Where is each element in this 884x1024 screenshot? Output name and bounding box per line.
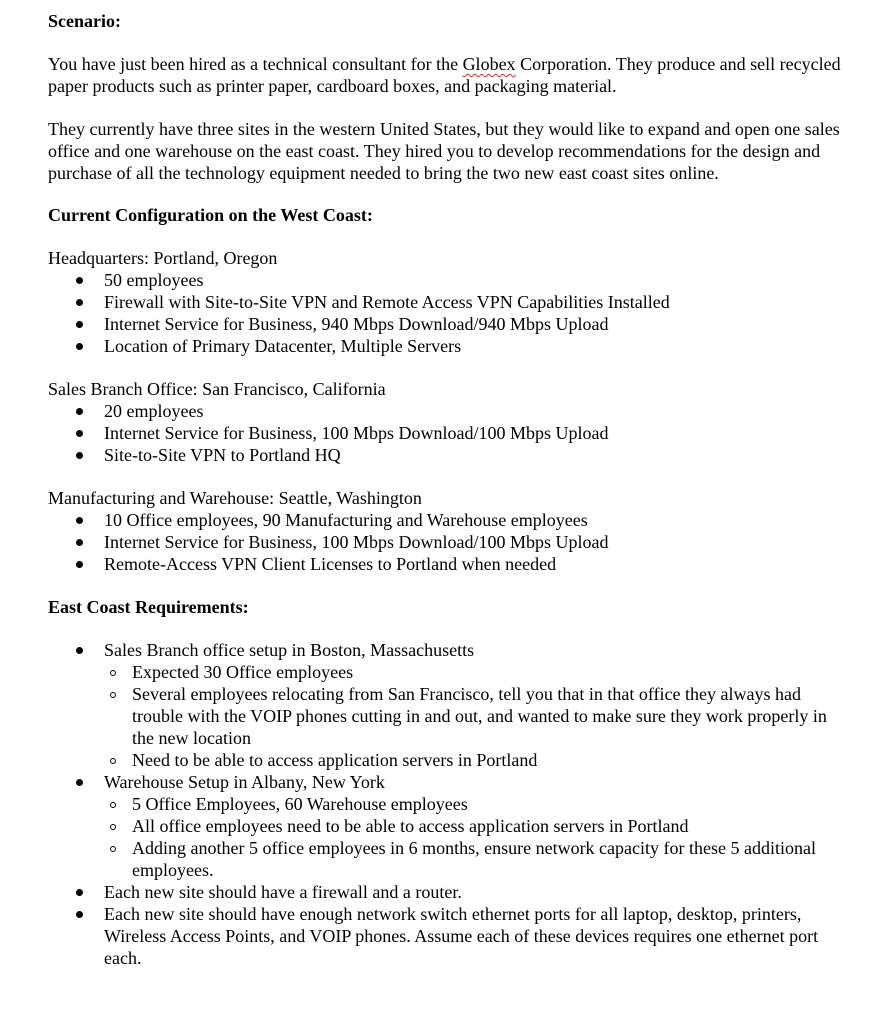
list-item: Internet Service for Business, 940 Mbps Download/940 Mbps Upload	[48, 313, 844, 335]
list-item: Internet Service for Business, 100 Mbps Download/100 Mbps Upload	[48, 531, 844, 553]
sub-list-boston	[104, 661, 844, 771]
list-item: Each new site should have a firewall and a router.	[48, 881, 844, 903]
site-list-portland	[48, 269, 844, 357]
list-item: Internet Service for Business, 100 Mbps Download/100 Mbps Upload	[48, 422, 844, 444]
scenario-heading: Scenario:	[48, 11, 121, 31]
sub-list-item: Expected 30 Office employees	[104, 661, 844, 683]
spellcheck-word[interactable]: Globex	[462, 54, 516, 74]
site-title-portland: Headquarters: Portland, Oregon	[48, 248, 278, 268]
scenario-paragraph-2: They currently have three sites in the western United States, but they would like to expand and open one sales office and one warehouse on the east coast. They hired you to develop recommendations for the design and purchase of all the technology equipment needed to bring the two new east coast sites online.	[48, 119, 840, 183]
site-list-seattle	[48, 509, 844, 575]
sub-list-item: Need to be able to access application servers in Portland	[104, 749, 844, 771]
list-item	[48, 771, 844, 881]
list-item: Each new site should have enough network switch ethernet ports for all laptop, desktop, printers, Wireless Access Points, and VOIP phones. Assume each of these devices requires one ethernet port each.	[48, 903, 844, 969]
list-item: Site-to-Site VPN to Portland HQ	[48, 444, 844, 466]
list-item: Location of Primary Datacenter, Multiple Servers	[48, 335, 844, 357]
current-config-heading: Current Configuration on the West Coast:	[48, 205, 373, 225]
sub-list-item: All office employees need to be able to access application servers in Portland	[104, 815, 844, 837]
requirement-albany: Warehouse Setup in Albany, New York	[104, 772, 385, 792]
list-item: 50 employees	[48, 269, 844, 291]
scenario-p1-after: Corporation. They produce and sell recycled paper products such as printer paper, cardboard boxes, and packaging material.	[48, 54, 841, 96]
site-title-san-francisco: Sales Branch Office: San Francisco, California	[48, 379, 386, 399]
site-list-san-francisco	[48, 400, 844, 466]
requirement-boston: Sales Branch office setup in Boston, Massachusetts	[104, 640, 475, 660]
sub-list-item: Adding another 5 office employees in 6 months, ensure network capacity for these 5 additional employees.	[104, 837, 844, 881]
scenario-p1-before: You have just been hired as a technical consultant for the	[48, 54, 463, 74]
sub-list-item: Several employees relocating from San Francisco, tell you that in that office they always had trouble with the VOIP phones cutting in and out, and wanted to make sure they work properly in the new location	[104, 683, 844, 749]
list-item: Firewall with Site-to-Site VPN and Remote Access VPN Capabilities Installed	[48, 291, 844, 313]
sub-list-item: 5 Office Employees, 60 Warehouse employees	[104, 793, 844, 815]
list-item: 10 Office employees, 90 Manufacturing and Warehouse employees	[48, 509, 844, 531]
sub-list-albany	[104, 793, 844, 881]
scenario-paragraph-1	[48, 53, 844, 97]
list-item: Remote-Access VPN Client Licenses to Portland when needed	[48, 553, 844, 575]
list-item: 20 employees	[48, 400, 844, 422]
list-item	[48, 639, 844, 771]
east-requirements-list	[48, 639, 844, 969]
site-title-seattle: Manufacturing and Warehouse: Seattle, Washington	[48, 488, 422, 508]
east-coast-heading: East Coast Requirements:	[48, 597, 249, 617]
